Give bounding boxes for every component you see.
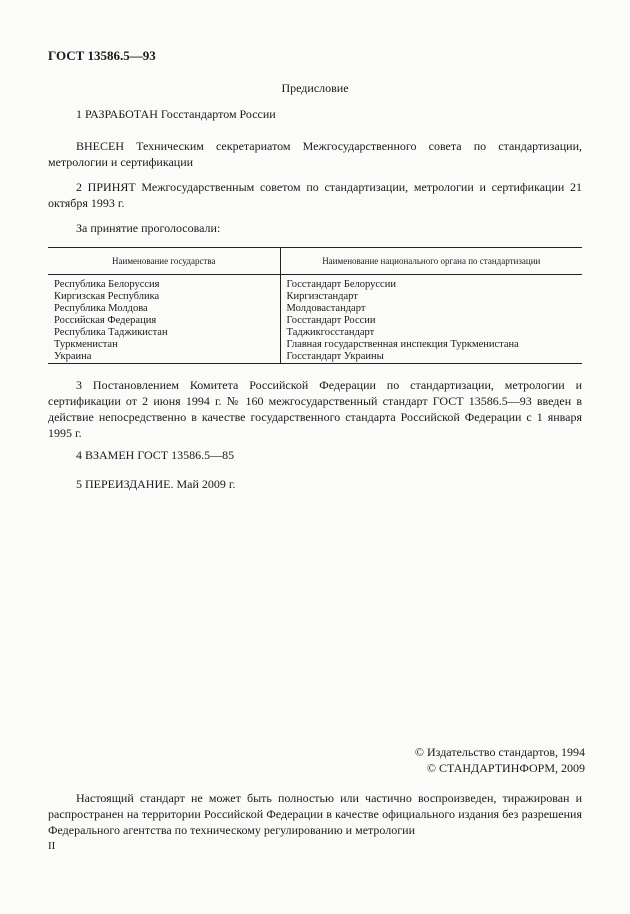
table-cell-state: Республика Белоруссия [48,275,280,292]
item-1-developed: 1 РАЗРАБОТАН Госстандартом России [76,107,276,121]
document-header: ГОСТ 13586.5—93 [48,48,156,63]
voting-table [48,247,582,364]
table-cell-state: Республика Молдова [48,303,280,315]
table-cell-state: Республика Таджикистан [48,327,280,339]
table-row [48,351,582,364]
table-cell-state: Украина [48,351,280,364]
table-cell-body: Молдовастандарт [286,303,366,314]
table-header-body: Наименование национального органа по стандартизации [280,248,582,275]
item-3-resolution: 3 Постановлением Комитета Российской Федерации по стандартизации, метрологии и сертификации от 2 июня 1994 г. № 160 межгосударственный стандарт ГОСТ 13586.5—93 введен в действие непосредственно в качестве государственного стандарта Российской Федерации с 1 января 1995 г. [48,378,582,440]
reproduction-notice: Настоящий стандарт не может быть полностью или частично воспроизведен, тиражирован и распространен на территории Российской Федерации в качестве официального издания без разрешения Федерального агентства по техническому регулированию и метрологии [48,791,582,837]
table-cell-body: Таджикгосстандарт [286,327,375,338]
table-row [48,327,582,339]
page-number: II [48,840,56,852]
item-5-reissue: 5 ПЕРЕИЗДАНИЕ. Май 2009 г. [76,477,236,491]
item-1-introduced: ВНЕСЕН Техническим секретариатом Межгосударственного совета по стандартизации, метрологии и сертификации [48,139,582,169]
table-row [48,275,582,292]
table-cell-body: Главная государственная инспекция Туркменистана [286,339,519,350]
table-cell-body: Госстандарт Украины [280,351,582,364]
table-row [48,291,582,303]
table-cell-body: Госстандарт России [286,315,376,326]
table-header-state: Наименование государства [48,248,280,275]
table-cell-body: Госстандарт Белоруссии [286,279,396,290]
voted-intro: За принятие проголосовали: [76,221,221,235]
section-title: Предисловие [281,81,349,95]
table-row [48,315,582,327]
table-cell-state: Туркменистан [48,339,280,351]
table-cell-state: Российская Федерация [48,315,280,327]
copyright-line-2: © СТАНДАРТИНФОРМ, 2009 [426,761,585,775]
item-4-replaces: 4 ВЗАМЕН ГОСТ 13586.5—85 [76,448,235,462]
table-cell-body: Киргизстандарт [286,291,358,302]
table-row [48,339,582,351]
table-cell-state: Киргизская Республика [48,291,280,303]
copyright-line-1: © Издательство стандартов, 1994 [414,745,585,759]
item-2-adopted: 2 ПРИНЯТ Межгосударственным советом по стандартизации, метрологии и сертификации 21 октября 1993 г. [48,180,582,210]
table-row [48,303,582,315]
